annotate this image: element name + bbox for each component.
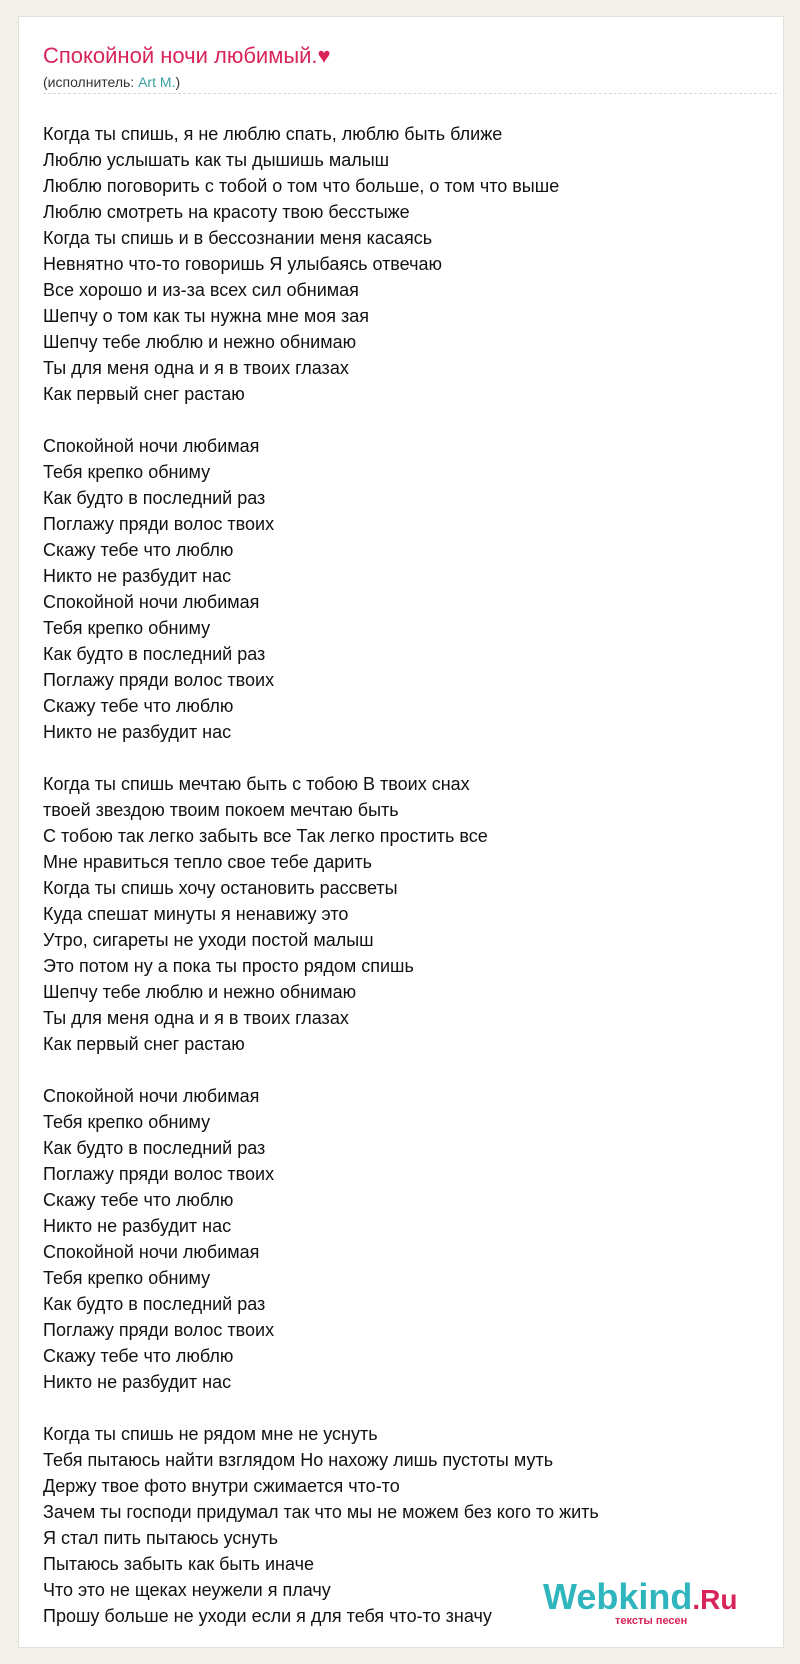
lyric-line: Никто не разбудит нас [43,722,232,742]
artist-line [43,73,180,91]
lyric-line: Поглажу пряди волос твоих [43,1164,275,1184]
lyric-line: Никто не разбудит нас [43,1372,232,1392]
lyric-line: Тебя пытаюсь найти взглядом Но нахожу лишь пустоты муть [43,1450,554,1470]
lyric-line: Спокойной ночи любимая [43,1086,260,1106]
lyric-line: Все хорошо и из-за всех сил обнимая [43,280,359,300]
song-title: Спокойной ночи любимый.♥ [43,43,331,68]
lyric-line: Спокойной ночи любимая [43,592,260,612]
lyric-line: Тебя крепко обниму [43,618,211,638]
lyric-line: Поглажу пряди волос твоих [43,514,275,534]
lyric-line: Никто не разбудит нас [43,1216,232,1236]
lyric-line: Как будто в последний раз [43,488,266,508]
lyric-line: Это потом ну а пока ты просто рядом спишь [43,956,414,976]
lyric-line: Как будто в последний раз [43,1294,266,1314]
lyric-line: Я стал пить пытаюсь уснуть [43,1528,278,1548]
lyric-line: Ты для меня одна и я в твоих глазах [43,358,349,378]
lyric-line: Зачем ты господи придумал так что мы не можем без кого то жить [43,1502,599,1522]
lyric-line: Люблю смотреть на красоту твою бесстыже [43,202,410,222]
lyric-line: Тебя крепко обниму [43,462,211,482]
lyric-line: Держу твое фото внутри сжимается что-то [43,1476,400,1496]
lyric-line: Скажу тебе что люблю [43,1190,234,1210]
logo-wordmark [543,1577,737,1620]
lyric-line: Как первый снег растаю [43,1034,245,1054]
lyric-line: Когда ты спишь хочу остановить рассветы [43,878,398,898]
lyrics-card [18,16,784,1648]
lyric-line: Шепчу тебе люблю и нежно обнимаю [43,332,357,352]
lyric-line: Когда ты спишь мечтаю быть с тобою В твоих снах [43,774,470,794]
lyrics-body [43,121,763,1655]
logo-brand: Webkind [543,1576,693,1617]
logo-tagline: тексты песен [615,1615,688,1627]
lyric-line: Прошу больше не уходи если я для тебя что-то значу [43,1606,492,1626]
lyrics-stanza [43,433,763,745]
artist-link[interactable]: Art M. [138,74,176,90]
lyric-line: Скажу тебе что люблю [43,1346,234,1366]
lyric-line: Тебя крепко обниму [43,1112,211,1132]
lyric-line: Ты для меня одна и я в твоих глазах [43,1008,349,1028]
lyric-line: Когда ты спишь, я не люблю спать, люблю быть ближе [43,124,503,144]
lyric-line: Как будто в последний раз [43,1138,266,1158]
webkind-logo[interactable] [543,1577,753,1627]
lyric-line: Скажу тебе что люблю [43,696,234,716]
lyric-line: Поглажу пряди волос твоих [43,1320,275,1340]
lyrics-stanza [43,121,763,407]
header-divider [43,93,777,94]
lyric-line: Люблю услышать как ты дышишь малыш [43,150,390,170]
logo-tld: .Ru [692,1584,738,1615]
lyric-line: Пытаюсь забыть как быть иначе [43,1554,314,1574]
lyric-line: Мне нравиться тепло свое тебе дарить [43,852,372,872]
lyric-line: Как будто в последний раз [43,644,266,664]
lyric-line: Куда спешат минуты я ненавижу это [43,904,349,924]
lyric-line: Никто не разбудит нас [43,566,232,586]
lyric-line: Утро, сигареты не уходи постой малыш [43,930,374,950]
lyric-line: Тебя крепко обниму [43,1268,211,1288]
lyrics-stanza [43,771,763,1057]
lyrics-stanza [43,1083,763,1395]
lyric-line: Шепчу тебе люблю и нежно обнимаю [43,982,357,1002]
lyric-line: Невнятно что-то говоришь Я улыбаясь отвечаю [43,254,442,274]
artist-prefix: (исполнитель: [43,74,139,90]
lyric-line: Когда ты спишь не рядом мне не уснуть [43,1424,378,1444]
lyric-line: Поглажу пряди волос твоих [43,670,275,690]
artist-suffix: ) [175,74,181,90]
lyric-line: Скажу тебе что люблю [43,540,234,560]
lyric-line: С тобою так легко забыть все Так легко простить все [43,826,488,846]
lyric-line: Шепчу о том как ты нужна мне моя зая [43,306,370,326]
lyric-line: Спокойной ночи любимая [43,1242,260,1262]
lyric-line: Спокойной ночи любимая [43,436,260,456]
lyric-line: твоей звездою твоим покоем мечтаю быть [43,800,399,820]
lyric-line: Люблю поговорить с тобой о том что больше, о том что выше [43,176,560,196]
lyric-line: Как первый снег растаю [43,384,245,404]
lyric-line: Что это не щеках неужели я плачу [43,1580,331,1600]
lyric-line: Когда ты спишь и в бессознании меня касаясь [43,228,433,248]
